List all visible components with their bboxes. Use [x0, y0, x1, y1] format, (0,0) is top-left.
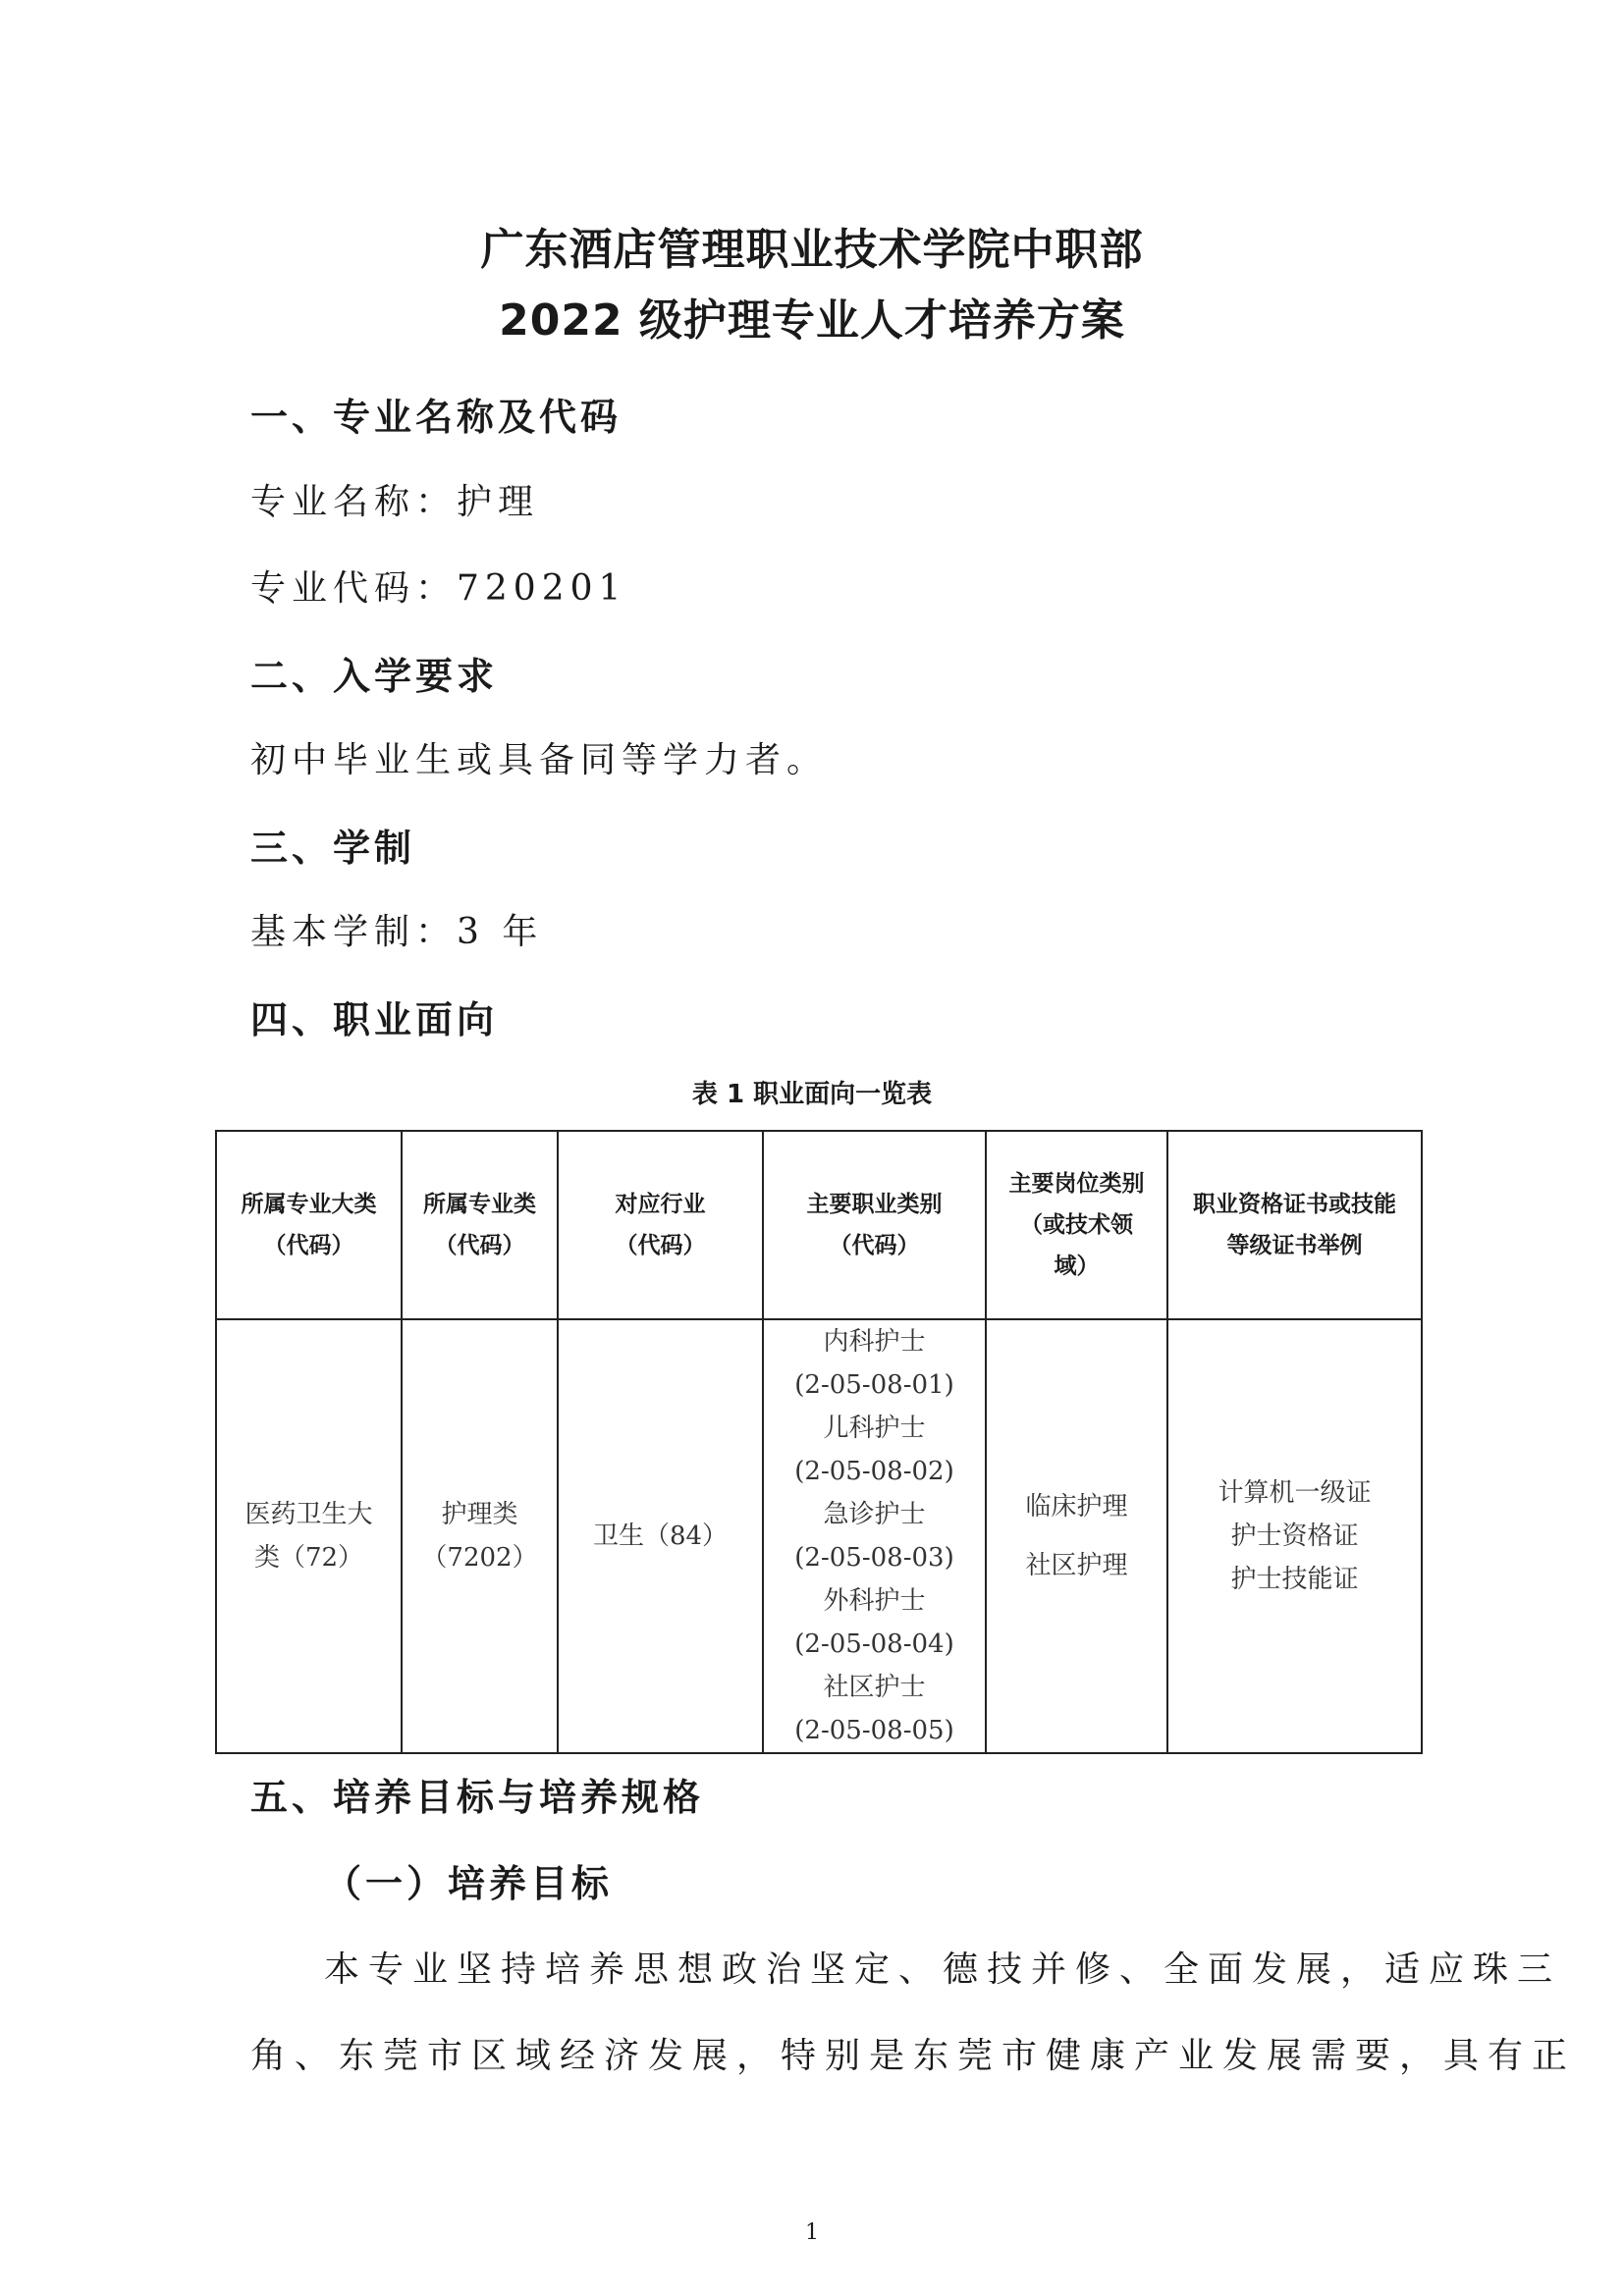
header-position: 主要岗位类别 （或技术领 域） [986, 1131, 1167, 1319]
cell-positions: 临床护理 社区护理 [986, 1319, 1167, 1753]
major-name-line: 专业名称：护理 [250, 482, 540, 522]
document-title-line1: 广东酒店管理职业技术学院中职部 [480, 225, 1144, 275]
header-certificate: 职业资格证书或技能 等级证书举例 [1167, 1131, 1422, 1319]
cell-industry: 卫生（84） [558, 1319, 763, 1753]
cell-occupations: 内科护士 (2-05-08-01) 儿科护士 (2-05-08-02) 急诊护士 (2-05-08-03) 外科护士 (2-05-08-04) 社区护士 (2-05-08-05) [763, 1319, 986, 1753]
section1-heading: 一、专业名称及代码 [250, 396, 623, 439]
admission-text: 初中毕业生或具备同等学力者。 [250, 740, 829, 780]
section5-heading: 五、培养目标与培养规格 [250, 1776, 705, 1819]
paragraph-line2: 角、东莞市区域经济发展，特别是东莞市健康产业发展需要，具有正 [250, 2036, 1577, 2076]
career-orientation-table [215, 1130, 1423, 1754]
header-occupation: 主要职业类别 （代码） [763, 1131, 986, 1319]
table-header-row [216, 1131, 1422, 1319]
header-industry: 对应行业 （代码） [558, 1131, 763, 1319]
major-code-line: 专业代码：720201 [250, 568, 627, 609]
page-number: 1 [805, 2220, 819, 2245]
paragraph-line1: 本专业坚持培养思想政治坚定、德技并修、全面发展，适应珠三 [324, 1949, 1562, 1990]
cell-major-class: 护理类 （7202） [402, 1319, 558, 1753]
section2-heading: 二、入学要求 [250, 655, 499, 698]
header-major-category: 所属专业大类 （代码） [216, 1131, 402, 1319]
document-title-line2: 2022 级护理专业人才培养方案 [499, 295, 1125, 346]
section3-heading: 三、学制 [250, 827, 416, 870]
header-major-class: 所属专业类 （代码） [402, 1131, 558, 1319]
table-caption: 表 1 职业面向一览表 [691, 1080, 933, 1109]
table-row [216, 1319, 1422, 1753]
section5-subheading: （一）培养目标 [324, 1862, 614, 1905]
section4-heading: 四、职业面向 [250, 998, 499, 1041]
duration-text: 基本学制：3 年 [250, 912, 544, 952]
cell-major-category: 医药卫生大 类（72） [216, 1319, 402, 1753]
cell-certificates: 计算机一级证 护士资格证 护士技能证 [1167, 1319, 1422, 1753]
